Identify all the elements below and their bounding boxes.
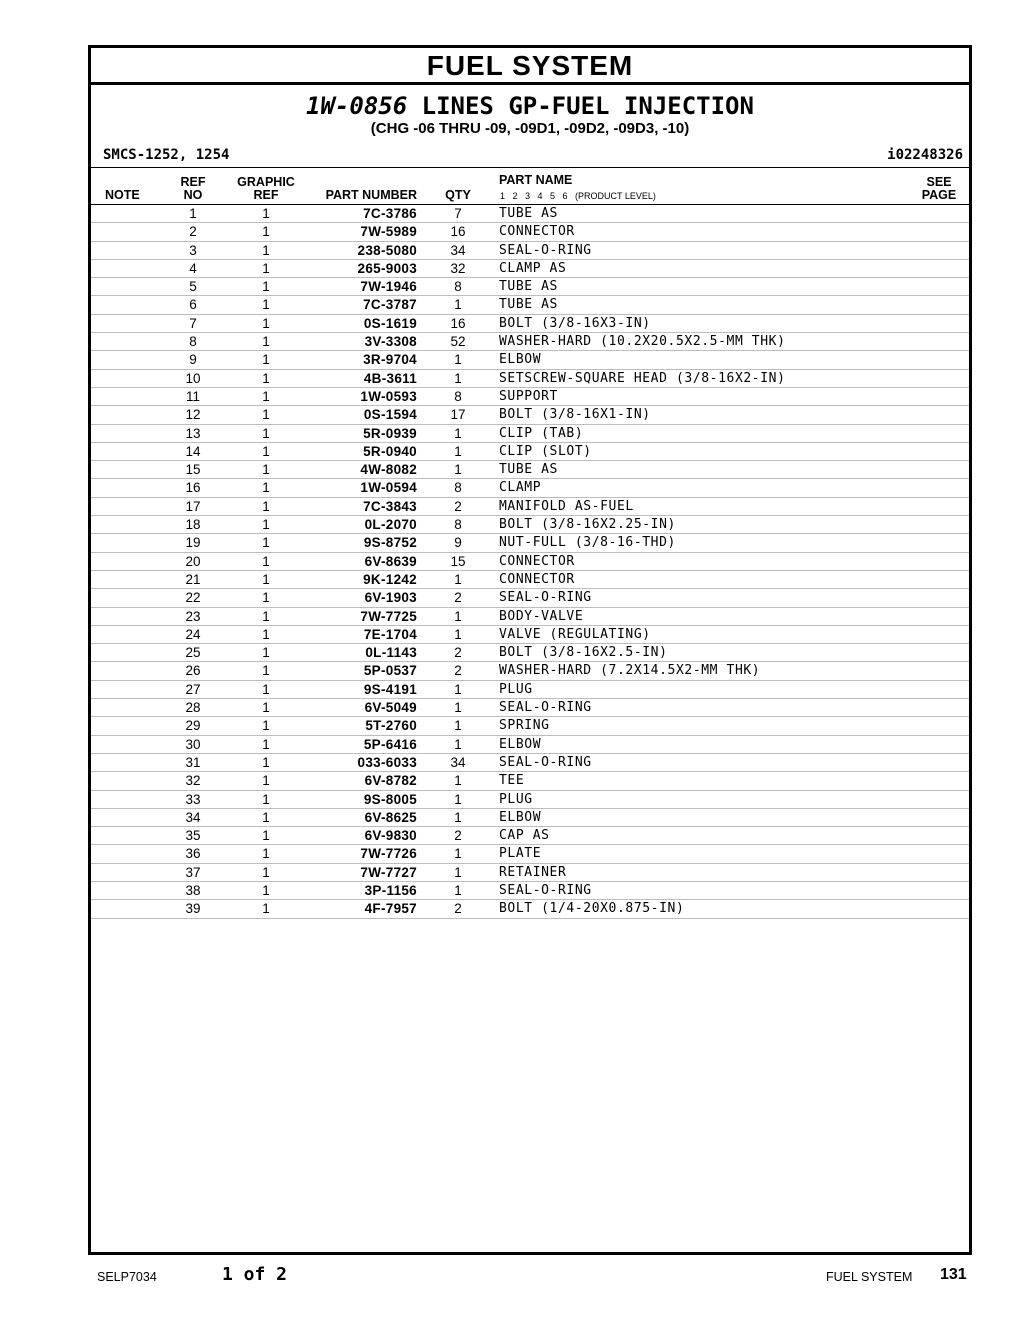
ref-no-cell: 2 xyxy=(189,224,197,240)
table-row xyxy=(91,260,969,278)
part-name-cell: BOLT (3/8-16X3-IN) xyxy=(499,315,651,331)
qty-cell: 8 xyxy=(454,388,462,404)
part-name-cell: NUT-FULL (3/8-16-THD) xyxy=(499,535,676,551)
table-row xyxy=(91,662,969,680)
table-row xyxy=(91,589,969,607)
part-number-cell: 7W-7725 xyxy=(360,608,417,624)
graphic-ref-cell: 1 xyxy=(262,224,270,240)
smcs-code: SMCS-1252, 1254 xyxy=(103,147,230,163)
graphic-ref-cell: 1 xyxy=(262,663,270,679)
part-number-cell: 9S-8005 xyxy=(363,791,417,807)
part-number-cell: 6V-5049 xyxy=(364,700,417,716)
ref-no-cell: 27 xyxy=(185,681,201,697)
ref-no-cell: 23 xyxy=(185,608,201,624)
graphic-ref-cell: 1 xyxy=(262,754,270,770)
qty-cell: 1 xyxy=(454,882,462,898)
part-number-cell: 7E-1704 xyxy=(363,626,417,642)
header-see-page-bottom: PAGE xyxy=(921,188,957,202)
part-number-cell: 5R-0940 xyxy=(363,443,417,459)
ref-no-cell: 18 xyxy=(185,517,201,533)
part-number-cell: 5R-0939 xyxy=(363,425,417,441)
table-row xyxy=(91,736,969,754)
graphic-ref-cell: 1 xyxy=(262,315,270,331)
graphic-ref-cell: 1 xyxy=(262,882,270,898)
header-product-level: 1 2 3 4 5 6 (PRODUCT LEVEL) xyxy=(500,191,656,201)
part-number-cell: 1W-0594 xyxy=(360,480,417,496)
table-row xyxy=(91,827,969,845)
part-name-cell: RETAINER xyxy=(499,864,567,880)
graphic-ref-cell: 1 xyxy=(262,608,270,624)
table-row xyxy=(91,608,969,626)
part-name-cell: ELBOW xyxy=(499,809,542,825)
ref-no-cell: 7 xyxy=(189,315,197,331)
ref-no-cell: 1 xyxy=(189,206,197,221)
part-number-cell: 4W-8082 xyxy=(360,462,417,478)
part-name-cell: TUBE AS xyxy=(499,297,558,313)
qty-cell: 1 xyxy=(454,791,462,807)
qty-cell: 1 xyxy=(454,443,462,459)
footer-page-number: 131 xyxy=(940,1266,967,1283)
part-name-cell: CONNECTOR xyxy=(499,571,575,587)
qty-cell: 2 xyxy=(454,901,462,917)
ref-no-cell: 31 xyxy=(185,754,201,770)
footer-doc-id: SELP7034 xyxy=(97,1270,157,1284)
qty-cell: 1 xyxy=(454,462,462,478)
part-name-cell: BOLT (3/8-16X2.5-IN) xyxy=(499,645,668,661)
part-name-cell: WASHER-HARD (7.2X14.5X2-MM THK) xyxy=(499,663,761,679)
part-number-cell: 0L-2070 xyxy=(364,517,417,533)
ref-no-cell: 25 xyxy=(185,645,201,661)
graphic-ref-cell: 1 xyxy=(262,645,270,661)
part-name-cell: CONNECTOR xyxy=(499,553,575,569)
part-number-cell: 6V-8639 xyxy=(364,553,417,569)
graphic-ref-cell: 1 xyxy=(262,242,270,258)
ref-no-cell: 15 xyxy=(185,462,201,478)
ref-no-cell: 26 xyxy=(185,663,201,679)
graphic-ref-cell: 1 xyxy=(262,571,270,587)
part-name-cell: SETSCREW-SQUARE HEAD (3/8-16X2-IN) xyxy=(499,370,786,386)
graphic-ref-cell: 1 xyxy=(262,846,270,862)
graphic-ref-cell: 1 xyxy=(262,407,270,423)
qty-cell: 1 xyxy=(454,370,462,386)
qty-cell: 1 xyxy=(454,571,462,587)
table-row xyxy=(91,864,969,882)
qty-cell: 1 xyxy=(454,718,462,734)
part-name-cell: SEAL-O-RING xyxy=(499,700,592,716)
part-name-cell: SEAL-O-RING xyxy=(499,882,592,898)
part-name-cell: SUPPORT xyxy=(499,388,558,404)
graphic-ref-cell: 1 xyxy=(262,297,270,313)
graphic-ref-cell: 1 xyxy=(262,901,270,917)
graphic-ref-cell: 1 xyxy=(262,809,270,825)
qty-cell: 8 xyxy=(454,279,462,295)
part-name-cell: PLUG xyxy=(499,791,533,807)
ref-no-cell: 11 xyxy=(185,388,200,404)
qty-cell: 1 xyxy=(454,809,462,825)
ref-no-cell: 30 xyxy=(185,736,201,752)
ref-no-cell: 5 xyxy=(189,279,197,295)
ref-no-cell: 28 xyxy=(185,700,201,716)
ref-no-cell: 16 xyxy=(185,480,201,496)
part-name-cell: TUBE AS xyxy=(499,206,558,221)
graphic-ref-cell: 1 xyxy=(262,334,270,350)
header-part-name: PART NAME xyxy=(499,173,573,187)
table-row xyxy=(91,296,969,314)
qty-cell: 1 xyxy=(454,700,462,716)
qty-cell: 1 xyxy=(454,736,462,752)
table-row xyxy=(91,370,969,388)
graphic-ref-cell: 1 xyxy=(262,553,270,569)
header-note: NOTE xyxy=(105,188,140,202)
graphic-ref-cell: 1 xyxy=(262,462,270,478)
table-row xyxy=(91,425,969,443)
qty-cell: 34 xyxy=(450,242,466,258)
part-number-cell: 7C-3786 xyxy=(363,206,417,221)
graphic-ref-cell: 1 xyxy=(262,773,270,789)
table-row xyxy=(91,333,969,351)
part-number-cell: 0S-1594 xyxy=(363,407,417,423)
table-row xyxy=(91,388,969,406)
table-row xyxy=(91,223,969,241)
part-number-cell: 265-9003 xyxy=(357,260,417,276)
qty-cell: 1 xyxy=(454,773,462,789)
part-number-cell: 7W-1946 xyxy=(360,279,417,295)
graphic-ref-cell: 1 xyxy=(262,718,270,734)
header-ref-no-bottom: NO xyxy=(183,188,203,202)
part-name-cell: CLIP (SLOT) xyxy=(499,443,592,459)
part-number-cell: 3R-9704 xyxy=(363,352,417,368)
graphic-ref-cell: 1 xyxy=(262,791,270,807)
graphic-ref-cell: 1 xyxy=(262,517,270,533)
part-name-cell: PLUG xyxy=(499,681,533,697)
qty-cell: 8 xyxy=(454,517,462,533)
qty-cell: 2 xyxy=(454,590,462,606)
part-name-cell: TUBE AS xyxy=(499,279,558,295)
part-number-cell: 0S-1619 xyxy=(363,315,417,331)
ref-no-cell: 39 xyxy=(185,901,201,917)
part-number-cell: 5P-6416 xyxy=(363,736,417,752)
qty-cell: 2 xyxy=(454,663,462,679)
ref-no-cell: 37 xyxy=(185,864,201,880)
table-row xyxy=(91,278,969,296)
part-name-cell: TUBE AS xyxy=(499,462,558,478)
part-number-cell: 6V-1903 xyxy=(364,590,417,606)
table-row xyxy=(91,516,969,534)
part-number-cell: 238-5080 xyxy=(357,242,417,258)
part-name-cell: ELBOW xyxy=(499,736,542,752)
part-number-cell: 7W-7727 xyxy=(360,864,417,880)
table-row xyxy=(91,626,969,644)
graphic-ref-cell: 1 xyxy=(262,864,270,880)
table-row xyxy=(91,351,969,369)
part-number-cell: 3V-3308 xyxy=(364,334,417,350)
qty-cell: 7 xyxy=(454,206,462,221)
table-row xyxy=(91,845,969,863)
table-row xyxy=(91,571,969,589)
part-name-cell: TEE xyxy=(499,773,525,789)
table-row xyxy=(91,809,969,827)
graphic-ref-cell: 1 xyxy=(262,736,270,752)
part-number-cell: 5T-2760 xyxy=(365,718,417,734)
table-row xyxy=(91,644,969,662)
part-number-cell: 5P-0537 xyxy=(363,663,417,679)
ref-no-cell: 6 xyxy=(189,297,197,313)
ref-no-cell: 4 xyxy=(189,260,197,276)
part-name-cell: BODY-VALVE xyxy=(499,608,584,624)
part-number-cell: 7W-7726 xyxy=(360,846,417,862)
qty-cell: 16 xyxy=(450,224,466,240)
ref-no-cell: 20 xyxy=(185,553,201,569)
group-title xyxy=(91,92,969,120)
graphic-ref-cell: 1 xyxy=(262,443,270,459)
qty-cell: 2 xyxy=(454,498,462,514)
part-number-cell: 033-6033 xyxy=(357,754,417,770)
graphic-ref-cell: 1 xyxy=(262,700,270,716)
part-name-cell: SPRING xyxy=(499,718,550,734)
qty-cell: 1 xyxy=(454,352,462,368)
qty-cell: 1 xyxy=(454,608,462,624)
table-row xyxy=(91,717,969,735)
graphic-ref-cell: 1 xyxy=(262,279,270,295)
part-name-cell: SEAL-O-RING xyxy=(499,590,592,606)
meta-line xyxy=(91,147,969,167)
serial-range: (CHG -06 THRU -09, -09D1, -09D2, -09D3, -10) xyxy=(370,120,690,137)
qty-cell: 1 xyxy=(454,626,462,642)
qty-cell: 15 xyxy=(450,553,466,569)
table-header xyxy=(91,167,969,205)
qty-cell: 32 xyxy=(450,260,466,276)
part-number-cell: 9S-8752 xyxy=(363,535,417,551)
qty-cell: 9 xyxy=(454,535,462,551)
ref-no-cell: 21 xyxy=(185,571,201,587)
part-name-cell: CAP AS xyxy=(499,828,550,844)
table-row xyxy=(91,461,969,479)
part-name-cell: WASHER-HARD (10.2X20.5X2.5-MM THK) xyxy=(499,334,786,350)
table-row xyxy=(91,479,969,497)
ref-no-cell: 24 xyxy=(185,626,201,642)
graphic-ref-cell: 1 xyxy=(262,352,270,368)
parts-page-frame xyxy=(88,45,972,1255)
qty-cell: 16 xyxy=(450,315,466,331)
footer-page-of: 1 of 2 xyxy=(222,1264,288,1285)
header-see-page-top: SEE xyxy=(926,175,952,189)
page-footer xyxy=(0,1262,1020,1292)
graphic-ref-cell: 1 xyxy=(262,626,270,642)
graphic-ref-cell: 1 xyxy=(262,590,270,606)
ref-no-cell: 32 xyxy=(185,773,201,789)
graphic-ref-cell: 1 xyxy=(262,480,270,496)
graphic-ref-cell: 1 xyxy=(262,828,270,844)
table-row xyxy=(91,315,969,333)
part-number-cell: 7C-3787 xyxy=(363,297,417,313)
part-name-cell: CLAMP AS xyxy=(499,260,567,276)
part-number-cell: 4F-7957 xyxy=(364,901,417,917)
table-row xyxy=(91,553,969,571)
table-row xyxy=(91,791,969,809)
qty-cell: 2 xyxy=(454,645,462,661)
ref-no-cell: 17 xyxy=(185,498,201,514)
graphic-ref-cell: 1 xyxy=(262,681,270,697)
part-name-cell: CLIP (TAB) xyxy=(499,425,584,441)
group-part-number: 1W-0856 xyxy=(306,92,408,120)
header-qty: QTY xyxy=(445,188,471,202)
qty-cell: 52 xyxy=(450,334,466,350)
qty-cell: 34 xyxy=(450,754,466,770)
graphic-ref-cell: 1 xyxy=(262,370,270,386)
qty-cell: 8 xyxy=(454,480,462,496)
table-row xyxy=(91,498,969,516)
part-number-cell: 9S-4191 xyxy=(363,681,417,697)
ref-no-cell: 13 xyxy=(185,425,201,441)
part-name-cell: BOLT (3/8-16X2.25-IN) xyxy=(499,517,676,533)
ref-no-cell: 10 xyxy=(185,370,201,386)
qty-cell: 1 xyxy=(454,846,462,862)
ref-no-cell: 33 xyxy=(185,791,201,807)
ref-no-cell: 38 xyxy=(185,882,201,898)
part-name-cell: SEAL-O-RING xyxy=(499,754,592,770)
part-number-cell: 7W-5989 xyxy=(360,224,417,240)
table-row xyxy=(91,900,969,918)
part-name-cell: PLATE xyxy=(499,846,542,862)
part-number-cell: 1W-0593 xyxy=(360,388,417,404)
part-name-cell: VALVE (REGULATING) xyxy=(499,626,651,642)
ref-no-cell: 34 xyxy=(185,809,201,825)
parts-table-body xyxy=(91,205,969,919)
part-number-cell: 6V-8625 xyxy=(364,809,417,825)
part-number-cell: 9K-1242 xyxy=(363,571,417,587)
ref-no-cell: 12 xyxy=(185,407,201,423)
table-row xyxy=(91,534,969,552)
ref-no-cell: 8 xyxy=(189,334,197,350)
part-name-cell: CLAMP xyxy=(499,480,542,496)
ref-no-cell: 9 xyxy=(189,352,197,368)
ref-no-cell: 22 xyxy=(185,590,201,606)
part-number-cell: 6V-9830 xyxy=(364,828,417,844)
header-ref-no-top: REF xyxy=(180,175,206,189)
group-name: LINES GP-FUEL INJECTION xyxy=(421,92,754,120)
graphic-ref-cell: 1 xyxy=(262,535,270,551)
graphic-ref-cell: 1 xyxy=(262,425,270,441)
part-name-cell: ELBOW xyxy=(499,352,542,368)
graphic-ref-cell: 1 xyxy=(262,206,270,221)
part-number-cell: 4B-3611 xyxy=(363,370,417,386)
illustration-id: i02248326 xyxy=(887,147,963,163)
part-number-cell: 3P-1156 xyxy=(364,882,417,898)
header-graphic-ref-bottom: REF xyxy=(253,188,279,202)
ref-no-cell: 36 xyxy=(185,846,201,862)
qty-cell: 17 xyxy=(450,407,466,423)
ref-no-cell: 14 xyxy=(185,443,201,459)
table-row xyxy=(91,205,969,223)
ref-no-cell: 3 xyxy=(189,242,197,258)
table-row xyxy=(91,772,969,790)
qty-cell: 1 xyxy=(454,681,462,697)
footer-section: FUEL SYSTEM xyxy=(826,1270,913,1284)
table-row xyxy=(91,754,969,772)
qty-cell: 1 xyxy=(454,864,462,880)
table-row xyxy=(91,699,969,717)
part-number-cell: 7C-3843 xyxy=(363,498,417,514)
qty-cell: 1 xyxy=(454,425,462,441)
graphic-ref-cell: 1 xyxy=(262,260,270,276)
part-name-cell: BOLT (1/4-20X0.875-IN) xyxy=(499,901,685,917)
part-name-cell: CONNECTOR xyxy=(499,224,575,240)
part-name-cell: BOLT (3/8-16X1-IN) xyxy=(499,407,651,423)
table-row xyxy=(91,443,969,461)
graphic-ref-cell: 1 xyxy=(262,388,270,404)
ref-no-cell: 35 xyxy=(185,828,201,844)
part-number-cell: 0L-1143 xyxy=(365,645,417,661)
qty-cell: 2 xyxy=(454,828,462,844)
header-graphic-ref-top: GRAPHIC xyxy=(237,175,295,189)
part-number-cell: 6V-8782 xyxy=(364,773,417,789)
section-title: FUEL SYSTEM xyxy=(91,48,969,85)
graphic-ref-cell: 1 xyxy=(262,498,270,514)
table-row xyxy=(91,406,969,424)
header-part-number: PART NUMBER xyxy=(325,188,417,202)
part-name-cell: MANIFOLD AS-FUEL xyxy=(499,498,634,514)
qty-cell: 1 xyxy=(454,297,462,313)
table-row xyxy=(91,242,969,260)
ref-no-cell: 29 xyxy=(185,718,201,734)
table-row xyxy=(91,681,969,699)
table-row xyxy=(91,882,969,900)
part-name-cell: SEAL-O-RING xyxy=(499,242,592,258)
ref-no-cell: 19 xyxy=(185,535,201,551)
